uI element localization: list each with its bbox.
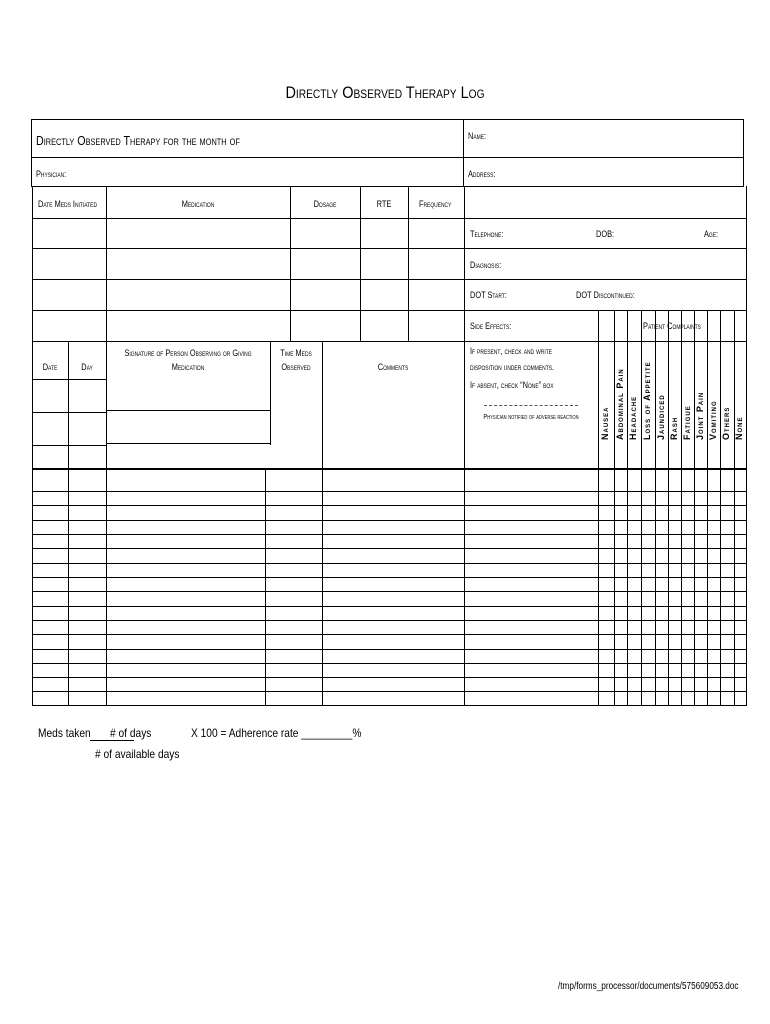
physician-label: Physician: xyxy=(36,169,67,179)
time-observed-header-line-2: Observed xyxy=(281,362,311,372)
complaint-rash-label: Rash xyxy=(668,416,679,440)
log-row-line xyxy=(32,663,747,664)
instructions-line-2: disposition under comments. xyxy=(470,362,555,372)
meds-taken-label: Meds taken xyxy=(38,726,91,740)
complaint-none-label: None xyxy=(734,416,744,440)
complaint-joint-pain-label: Joint Pain xyxy=(694,391,705,440)
page-title: Directly Observed Therapy Log xyxy=(285,83,485,102)
complaint-jaundiced-label: Jaundiced xyxy=(655,394,666,440)
log-row-line xyxy=(32,606,747,607)
complaint-vomiting-label: Vomiting xyxy=(707,400,718,440)
diagnosis-label: Diagnosis: xyxy=(470,260,502,270)
date-header: Date xyxy=(42,362,58,372)
complaint-loss-of-appetite-label: Loss of Appetite xyxy=(642,361,652,440)
log-row-line xyxy=(32,468,747,470)
side-effects-label: Side Effects: xyxy=(470,321,512,331)
log-row-line xyxy=(32,634,747,635)
log-row-line xyxy=(32,577,747,578)
log-row-line xyxy=(32,520,747,521)
physician-notified-label: Physician notified of adverse reaction xyxy=(483,414,579,421)
address-label: Address: xyxy=(468,169,496,179)
log-row-line xyxy=(32,691,747,692)
month-label: Directly Observed Therapy for the month of xyxy=(36,133,240,148)
age-label: Age: xyxy=(704,229,719,239)
signature-header-line-2: Medication xyxy=(171,362,205,372)
dot-start-label: DOT Start: xyxy=(470,290,507,300)
signature-header-line-1: Signature of Person Observing or Giving xyxy=(124,348,252,358)
date-meds-initiated-header: Date Meds Initiated xyxy=(38,199,98,209)
time-observed-header-line-1: Time Meds xyxy=(280,348,312,358)
complaint-headache-label: Headache xyxy=(628,395,638,440)
file-path: /tmp/forms_processor/documents/575609053.doc xyxy=(558,981,739,992)
complaint-others-label: Others xyxy=(721,406,731,440)
complaint-nausea-label: Nausea xyxy=(600,406,610,440)
log-row-line xyxy=(32,505,747,506)
patient-complaints-label: Patient Complaints xyxy=(643,321,701,331)
dob-label: DOB: xyxy=(596,229,615,239)
log-row-line xyxy=(32,548,747,549)
log-row-line xyxy=(32,491,747,492)
dosage-header: Dosage xyxy=(313,199,337,209)
log-row-line xyxy=(32,534,747,535)
available-days-label: # of available days xyxy=(95,747,180,761)
telephone-label: Telephone: xyxy=(470,229,504,239)
complaint-fatigue-label: Fatigue xyxy=(681,405,692,440)
log-row-line xyxy=(32,677,747,678)
log-row-line xyxy=(32,620,747,621)
log-row-line xyxy=(32,591,747,592)
instructions-line-3: If absent, check “None” box xyxy=(470,380,554,390)
num-days-label: # of days xyxy=(110,726,152,740)
frequency-header: Frequency xyxy=(419,199,452,209)
instructions-line-1: If present, check and write xyxy=(470,346,553,356)
medication-header: Medication xyxy=(181,199,215,209)
dot-discontinued-label: DOT Discontinued: xyxy=(576,290,635,300)
day-header: Day xyxy=(81,362,93,372)
name-label: Name: xyxy=(468,131,487,141)
adherence-rate-label: X 100 = Adherence rate _________% xyxy=(191,726,362,740)
comments-header: Comments xyxy=(377,362,409,372)
log-row-line xyxy=(32,649,747,650)
log-row-line xyxy=(32,563,747,564)
complaint-abdominal-pain-label: Abdominal Pain xyxy=(614,368,625,440)
rte-header: RTE xyxy=(376,199,392,209)
log-row-line xyxy=(32,705,747,706)
